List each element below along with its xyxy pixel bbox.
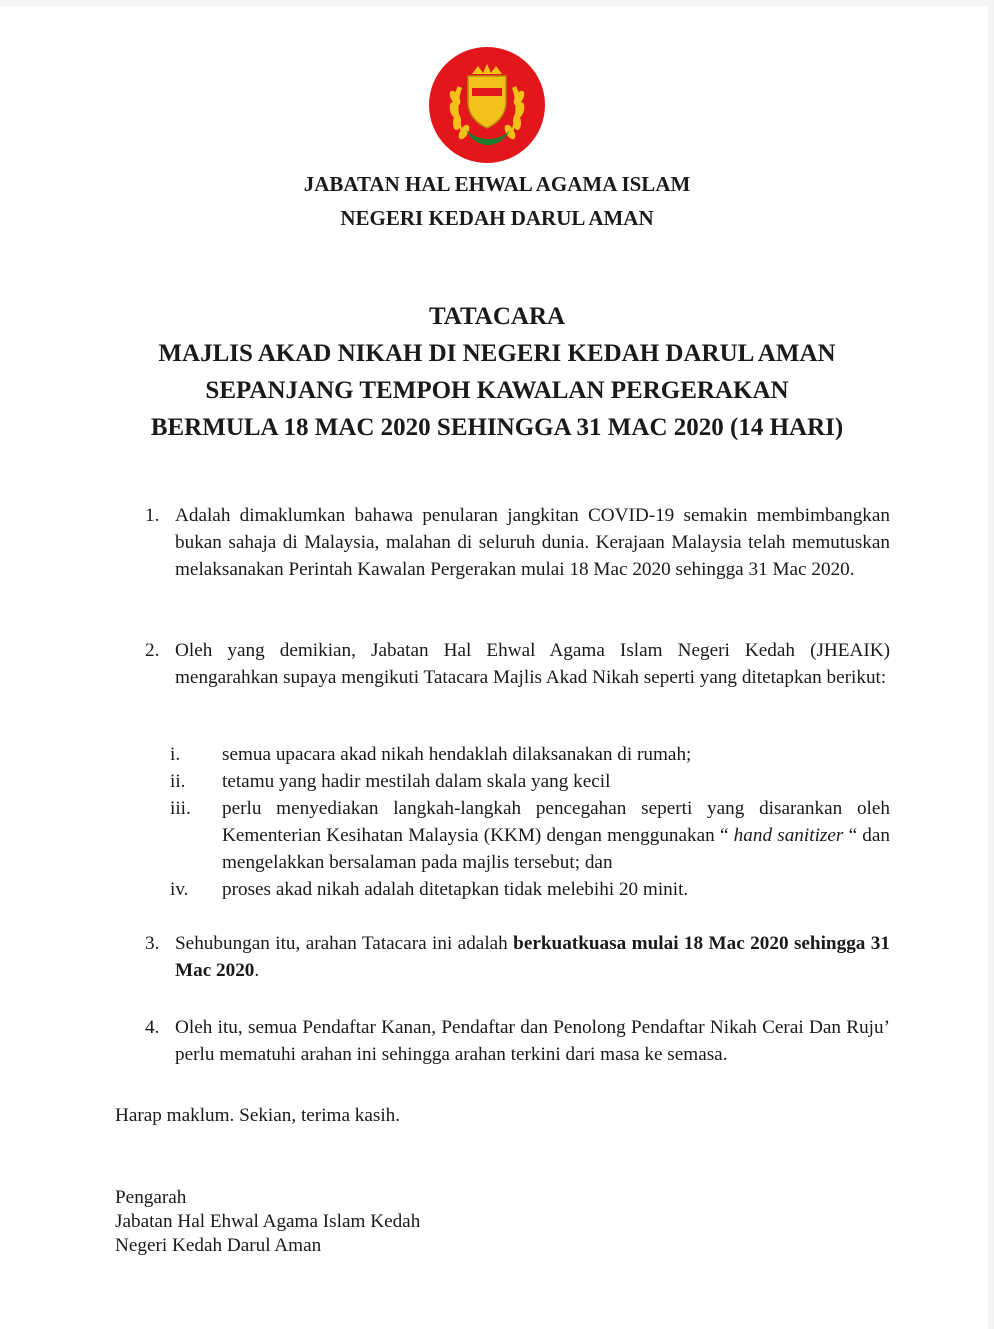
list-item-text: semua upacara akad nikah hendaklah dilaksanakan di rumah;	[222, 744, 692, 765]
list-item	[170, 768, 890, 795]
list-item-text: tetamu yang hadir mestilah dalam skala yang kecil	[222, 771, 611, 792]
paragraph-text: Oleh yang demikian, Jabatan Hal Ehwal Agama Islam Negeri Kedah (JHEAIK) mengarahkan supaya mengikuti Tatacara Majlis Akad Nikah seperti yang ditetapkan berikut:	[175, 640, 890, 688]
paragraph-number: 1.	[145, 505, 160, 526]
paragraph-4	[145, 1014, 890, 1068]
closing-text: Harap maklum. Sekian, terima kasih.	[115, 1105, 401, 1126]
list-item-text: proses akad nikah adalah ditetapkan tidak melebihi 20 minit.	[222, 879, 689, 900]
org-name-line1: JABATAN HAL EHWAL AGAMA ISLAM	[303, 172, 691, 196]
roman-numeral: iv.	[170, 879, 189, 900]
list-item	[170, 795, 890, 876]
title-line1: TATACARA	[428, 303, 566, 330]
list-item-text: perlu menyediakan langkah-langkah pencegahan seperti yang disarankan oleh Kementerian Kesihatan Malaysia (KKM) dengan menggunakan “ hand sanitizer “ dan mengelakkan bersalaman pada majlis tersebut; dan	[222, 798, 890, 873]
signature-title: Pengarah	[115, 1187, 187, 1208]
paragraph-2	[145, 637, 890, 691]
title-line4: BERMULA 18 MAC 2020 SEHINGGA 31 MAC 2020 (14 HARI)	[150, 414, 844, 441]
paragraph-1	[145, 502, 890, 583]
roman-numeral: ii.	[170, 771, 186, 792]
kedah-crest-icon	[428, 46, 546, 164]
roman-numeral: iii.	[170, 798, 191, 819]
list-item	[170, 876, 890, 903]
paragraph-text: Oleh itu, semua Pendaftar Kanan, Pendaftar dan Penolong Pendaftar Nikah Cerai Dan Ruju’ perlu mematuhi arahan ini sehingga arahan terkini dari masa ke semasa.	[175, 1017, 890, 1065]
roman-numeral: i.	[170, 744, 181, 765]
paragraph-text: Sehubungan itu, arahan Tatacara ini adalah berkuatkuasa mulai 18 Mac 2020 sehingga 31 Mac 2020.	[175, 933, 890, 981]
paragraph-3	[145, 930, 890, 984]
title-line2: MAJLIS AKAD NIKAH DI NEGERI KEDAH DARUL AMAN	[158, 340, 836, 367]
paragraph-number: 3.	[145, 933, 160, 954]
signature-state: Negeri Kedah Darul Aman	[115, 1235, 322, 1256]
org-name-line2: NEGERI KEDAH DARUL AMAN	[340, 206, 654, 230]
paragraph-number: 2.	[145, 640, 160, 661]
list-item	[170, 741, 890, 768]
signature-department: Jabatan Hal Ehwal Agama Islam Kedah	[115, 1211, 421, 1232]
paragraph-number: 4.	[145, 1017, 160, 1038]
paragraph-text: Adalah dimaklumkan bahawa penularan jangkitan COVID-19 semakin membimbangkan bukan sahaja di Malaysia, malahan di seluruh dunia. Kerajaan Malaysia telah memutuskan melaksanakan Perintah Kawalan Pergerakan mulai 18 Mac 2020 sehingga 31 Mac 2020.	[175, 505, 890, 580]
title-line3: SEPANJANG TEMPOH KAWALAN PERGERAKAN	[205, 377, 789, 404]
document-page	[0, 6, 988, 1329]
